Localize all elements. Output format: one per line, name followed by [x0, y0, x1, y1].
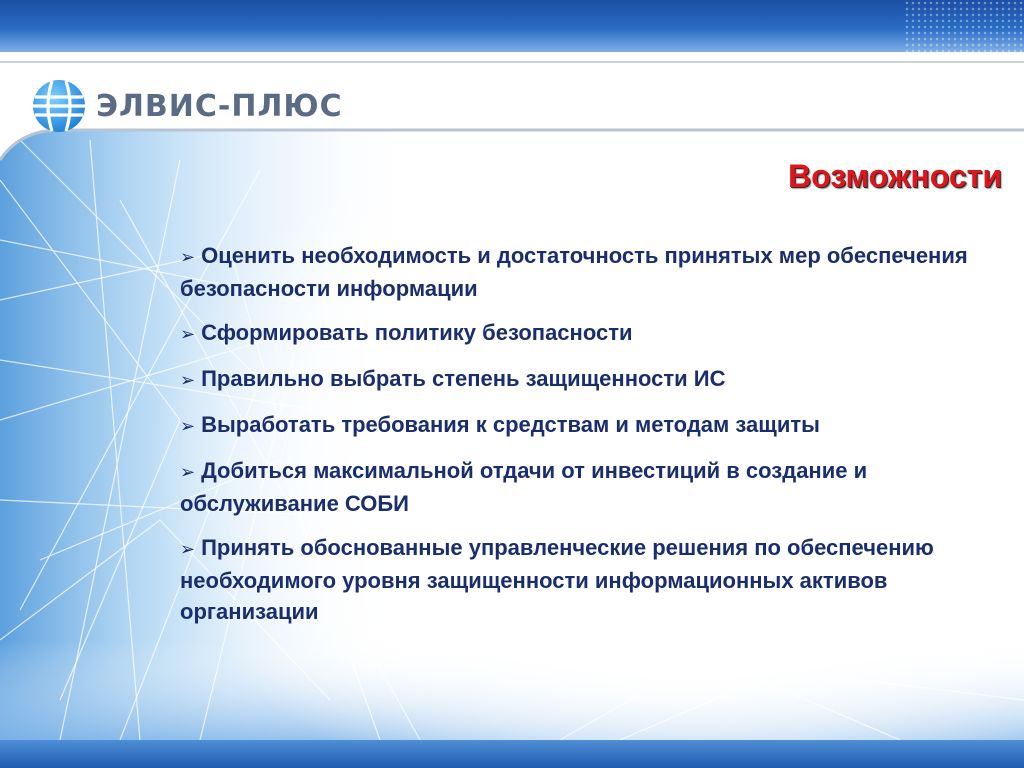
- list-item-text: Правильно выбрать степень защищенности ИС: [201, 366, 726, 391]
- arrow-bullet-icon: ➢: [180, 416, 196, 436]
- arrow-bullet-icon: ➢: [180, 370, 196, 390]
- logo: [30, 76, 343, 136]
- bottom-decorative-band: [0, 740, 1024, 768]
- list-item: [180, 240, 1005, 304]
- arrow-bullet-icon: ➢: [180, 247, 196, 267]
- company-name: ЭЛВИС-ПЛЮС: [96, 88, 343, 124]
- list-item-text: Выработать требования к средствам и методам защиты: [201, 412, 820, 437]
- list-item: [180, 532, 1005, 627]
- arrow-bullet-icon: ➢: [180, 462, 196, 482]
- arrow-bullet-icon: ➢: [180, 324, 196, 344]
- list-item-text: Сформировать политику безопасности: [201, 320, 633, 345]
- list-item: [180, 317, 1005, 350]
- bullet-list: [180, 240, 1005, 640]
- list-item: [180, 455, 1005, 519]
- arrow-bullet-icon: ➢: [180, 539, 196, 559]
- globe-logo-icon: [30, 77, 88, 135]
- list-item: [180, 363, 1005, 396]
- list-item-text: Оценить необходимость и достаточность принятых мер обеспечения безопасности информации: [180, 243, 968, 301]
- slide-title: Возможности: [788, 158, 1002, 194]
- list-item-text: Принять обоснованные управленческие решения по обеспечению необходимого уровня защищенности информационных активов организации: [180, 535, 934, 624]
- list-item: [180, 409, 1005, 442]
- list-item-text: Добиться максимальной отдачи от инвестиций в создание и обслуживание СОБИ: [180, 458, 868, 516]
